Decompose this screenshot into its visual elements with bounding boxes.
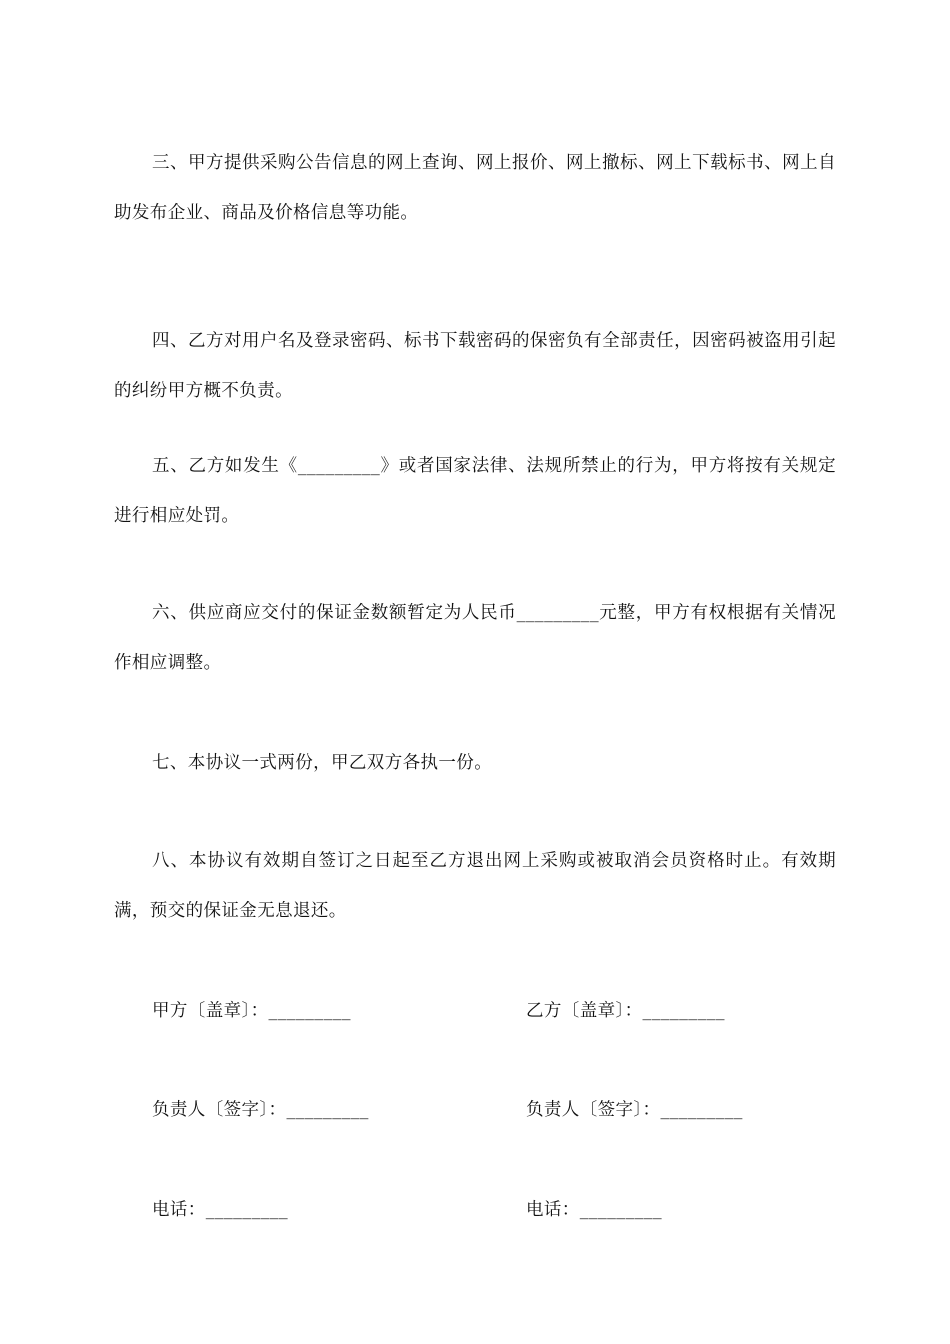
party-a-signer-line: 负责人〔签字〕：_________ — [152, 1100, 369, 1120]
party-b-phone-line: 电话：_________ — [526, 1200, 663, 1220]
party-a-phone-line: 电话：_________ — [152, 1200, 289, 1220]
clause-4: 四、乙方对用户名及登录密码、标书下载密码的保密负有全部责任，因密码被盗用引起的纠纷甲方概不负责。 — [114, 331, 836, 401]
clause-3: 三、甲方提供采购公告信息的网上查询、网上报价、网上撤标、网上下载标书、网上自助发布企业、商品及价格信息等功能。 — [114, 153, 836, 223]
party-b-signer-line: 负责人〔签字〕：_________ — [526, 1100, 743, 1120]
clause-6: 六、供应商应交付的保证金数额暂定为人民币_________元整，甲方有权根据有关情况作相应调整。 — [114, 603, 836, 673]
party-a-seal-line: 甲方〔盖章〕：_________ — [152, 1001, 351, 1021]
clause-5: 五、乙方如发生《_________》或者国家法律、法规所禁止的行为，甲方将按有关规定进行相应处罚。 — [114, 456, 836, 526]
party-b-seal-line: 乙方〔盖章〕：_________ — [526, 1001, 725, 1021]
clause-7: 七、本协议一式两份，甲乙双方各执一份。 — [152, 753, 493, 773]
clause-8: 八、本协议有效期自签订之日起至乙方退出网上采购或被取消会员资格时止。有效期满，预交的保证金无息退还。 — [114, 851, 836, 921]
